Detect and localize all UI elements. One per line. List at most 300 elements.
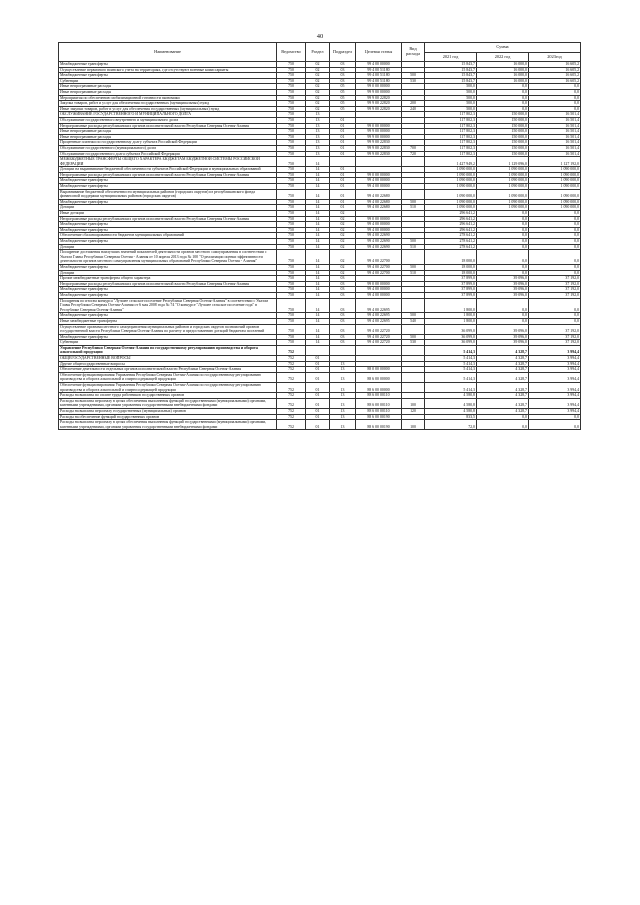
- row-name: Обслуживание государственного (муниципального) долга: [59, 145, 277, 151]
- row-2021: 500,0: [425, 89, 477, 95]
- row-target: 99 4 00 22690: [356, 239, 402, 245]
- row-dept: 750: [277, 264, 306, 270]
- row-section: 01: [306, 409, 330, 415]
- row-subsection: 03: [330, 324, 356, 334]
- row-target: 99 9 00 22830: [356, 145, 402, 151]
- row-name: Расходы на выплаты персоналу в целях обеспечения выполнения функций государственными (муниципальными) органами, казенными учреждениями, органами управления государственными внебюджетными фондами: [59, 420, 277, 430]
- row-exptype: 530: [402, 78, 425, 84]
- row-target: 88 6 00 00110: [356, 398, 402, 408]
- row-2021: 1 090 000,0: [425, 172, 477, 178]
- row-name: Непрограммные расходы республиканских органов исполнительной власти Республики Северная Осетия-Алания: [59, 123, 277, 129]
- table-row: [59, 250, 581, 265]
- budget-table: [58, 42, 581, 430]
- row-target: 99 4 00 22680: [356, 199, 402, 205]
- row-target: 99 0 00 00000: [356, 216, 402, 222]
- row-2021: 1 800,0: [425, 318, 477, 324]
- row-target: 88 6 00 00190: [356, 420, 402, 430]
- row-dept: 750: [277, 67, 306, 73]
- row-2021: 37 899,0: [425, 287, 477, 293]
- row-2021: 5 414,3: [425, 383, 477, 393]
- row-2021: 117 802,3: [425, 140, 477, 146]
- row-subsection: 02: [330, 211, 356, 217]
- row-dept: 750: [277, 178, 306, 184]
- row-subsection: [330, 157, 356, 167]
- row-2023: 37 192,0: [529, 281, 581, 287]
- row-subsection: 13: [330, 372, 356, 382]
- row-2023: 0,0: [529, 244, 581, 250]
- row-name: Субвенции: [59, 340, 277, 346]
- table-row: [59, 189, 581, 199]
- row-name: Обеспечение функционирования Управления Республики Северная Осетия-Алания по государственному регулированию производства и оборота алкогольной и спиртосодержащей продукции: [59, 383, 277, 393]
- row-subsection: 13: [330, 414, 356, 420]
- row-2021: 36 099,0: [425, 340, 477, 346]
- row-name: Межбюджетные трансферты: [59, 227, 277, 233]
- row-subsection: 03: [330, 313, 356, 319]
- row-exptype: 240: [402, 106, 425, 112]
- row-2023: 1 090 000,0: [529, 167, 581, 173]
- row-section: 14: [306, 239, 330, 245]
- row-target: 99 4 00 00000: [356, 287, 402, 293]
- row-subsection: 02: [330, 239, 356, 245]
- row-2021: 4 580,8: [425, 409, 477, 415]
- row-subsection: 05: [330, 106, 356, 112]
- row-target: 99 9 00 22830: [356, 140, 402, 146]
- row-2022: 4 328,7: [477, 345, 529, 355]
- row-2021: 117 802,3: [425, 112, 477, 118]
- row-2021: 4 580,8: [425, 398, 477, 408]
- row-exptype: [402, 345, 425, 355]
- row-target: 99 4 00 22720: [356, 324, 402, 334]
- row-2021: 117 802,3: [425, 129, 477, 135]
- row-section: 02: [306, 62, 330, 68]
- row-target: 99 4 00 22695: [356, 298, 402, 313]
- row-subsection: 01: [330, 140, 356, 146]
- row-2022: 4 328,7: [477, 409, 529, 415]
- row-2023: 3 994,4: [529, 383, 581, 393]
- row-2023: 3 994,4: [529, 409, 581, 415]
- row-2023: 3 994,4: [529, 398, 581, 408]
- row-2022: 1 090 000,0: [477, 178, 529, 184]
- row-2021: 500,0: [425, 106, 477, 112]
- row-2023: 1 090 000,0: [529, 205, 581, 211]
- row-dept: 750: [277, 340, 306, 346]
- row-2023: 0,0: [529, 298, 581, 313]
- header-exptype: Вид расхода: [402, 43, 425, 62]
- row-dept: 750: [277, 239, 306, 245]
- row-name: Расходы на выплаты персоналу в целях обеспечения выполнения функций государственными (муниципальными) органами, казенными учреждениями, органами управления государственными внебюджетными фондами: [59, 398, 277, 408]
- row-2022: 0,0: [477, 216, 529, 222]
- row-name: Непрограммные расходы республиканских органов исполнительной власти Республики Северная Осетия-Алания: [59, 281, 277, 287]
- row-2022: 0,0: [477, 244, 529, 250]
- row-2021: 1 090 000,0: [425, 199, 477, 205]
- row-name: ОБСЛУЖИВАНИЕ ГОСУДАРСТВЕННОГО И МУНИЦИПАЛЬНОГО ДОЛГА: [59, 112, 277, 118]
- row-2023: 3 994,4: [529, 372, 581, 382]
- row-dept: 750: [277, 233, 306, 239]
- row-name: Обеспечение сбалансированности бюджетов муниципальных образований: [59, 233, 277, 239]
- row-dept: 750: [277, 318, 306, 324]
- row-subsection: 02: [330, 264, 356, 270]
- row-name: Осуществление первичного воинского учета на территориях, где отсутствуют военные комиссариаты: [59, 67, 277, 73]
- row-subsection: [330, 345, 356, 355]
- row-subsection: 03: [330, 67, 356, 73]
- row-name: Иные дотации: [59, 211, 277, 217]
- row-2023: 0,0: [529, 222, 581, 228]
- row-section: 02: [306, 78, 330, 84]
- row-2023: 37 192,0: [529, 324, 581, 334]
- row-name: Межбюджетные трансферты: [59, 222, 277, 228]
- row-exptype: 700: [402, 145, 425, 151]
- row-dept: 750: [277, 172, 306, 178]
- row-exptype: 510: [402, 205, 425, 211]
- row-dept: 750: [277, 298, 306, 313]
- row-target: 99 4 00 22700: [356, 264, 402, 270]
- row-dept: 752: [277, 414, 306, 420]
- row-2022: 0,0: [477, 420, 529, 430]
- row-dept: 752: [277, 409, 306, 415]
- row-2021: 117 802,3: [425, 134, 477, 140]
- row-2023: 0,0: [529, 95, 581, 101]
- row-subsection: 03: [330, 318, 356, 324]
- row-exptype: 500: [402, 264, 425, 270]
- row-name: Межбюджетные трансферты: [59, 264, 277, 270]
- row-2023: 1 090 000,0: [529, 172, 581, 178]
- row-name: Межбюджетные трансферты: [59, 178, 277, 184]
- row-name: Выравнивание бюджетной обеспеченности муниципальных районов (городских округов) из республиканского фонда финансовой поддержки муниципальных районов (городских округов): [59, 189, 277, 199]
- row-dept: 752: [277, 345, 306, 355]
- row-2023: 0,0: [529, 216, 581, 222]
- row-dept: 750: [277, 211, 306, 217]
- header-target: Целевая статья: [356, 43, 402, 62]
- row-2022: 150 000,0: [477, 151, 529, 157]
- row-dept: 750: [277, 199, 306, 205]
- row-2023: 37 192,0: [529, 340, 581, 346]
- row-name: Дотации: [59, 244, 277, 250]
- row-subsection: 05: [330, 84, 356, 90]
- row-subsection: 13: [330, 398, 356, 408]
- row-dept: 750: [277, 89, 306, 95]
- row-name: Межбюджетные трансферты: [59, 73, 277, 79]
- row-section: 01: [306, 414, 330, 420]
- row-section: 14: [306, 334, 330, 340]
- row-name: Дотации: [59, 270, 277, 276]
- row-2023: 1 090 000,0: [529, 199, 581, 205]
- row-2022: 0,0: [477, 227, 529, 233]
- row-2022: 0,0: [477, 95, 529, 101]
- row-target: 99 4 00 22695: [356, 313, 402, 319]
- row-2021: 5 414,3: [425, 372, 477, 382]
- row-exptype: [402, 324, 425, 334]
- row-subsection: 03: [330, 292, 356, 298]
- row-2022: 1 090 000,0: [477, 189, 529, 199]
- row-2022: 1 090 000,0: [477, 167, 529, 173]
- row-dept: 750: [277, 95, 306, 101]
- row-section: 14: [306, 324, 330, 334]
- row-2023: 3 994,4: [529, 367, 581, 373]
- row-2023: 16 501,4: [529, 123, 581, 129]
- row-2021: 1 090 000,0: [425, 189, 477, 199]
- row-name: Межбюджетные трансферты: [59, 313, 277, 319]
- row-subsection: 03: [330, 281, 356, 287]
- row-exptype: [402, 298, 425, 313]
- row-name: МЕЖБЮДЖЕТНЫЕ ТРАНСФЕРТЫ ОБЩЕГО ХАРАКТЕРА БЮДЖЕТАМ БЮДЖЕТНОЙ СИСТЕМЫ РОССИЙСКОЙ ФЕДЕРАЦИИ: [59, 157, 277, 167]
- row-subsection: 01: [330, 151, 356, 157]
- row-2023: 16 605,2: [529, 73, 581, 79]
- row-dept: 750: [277, 62, 306, 68]
- row-subsection: 03: [330, 298, 356, 313]
- row-target: 88 0 00 00000: [356, 367, 402, 373]
- row-exptype: [402, 157, 425, 167]
- row-target: 99 4 00 22700: [356, 250, 402, 265]
- row-2021: 5 414,3: [425, 356, 477, 362]
- row-2021: 72,0: [425, 420, 477, 430]
- row-2021: 500,0: [425, 84, 477, 90]
- row-dept: 752: [277, 367, 306, 373]
- row-section: 13: [306, 140, 330, 146]
- row-2021: 37 899,0: [425, 292, 477, 298]
- row-target: 99 4 00 22680: [356, 205, 402, 211]
- row-section: 14: [306, 313, 330, 319]
- row-dept: 752: [277, 383, 306, 393]
- row-2022: 0,0: [477, 222, 529, 228]
- row-dept: 750: [277, 106, 306, 112]
- row-2022: 16 000,0: [477, 62, 529, 68]
- header-year-2023: 2023год: [529, 53, 581, 62]
- row-2021: 36 099,0: [425, 334, 477, 340]
- row-name: Непрограммные расходы республиканских органов исполнительной власти Республики Северная Осетия-Алания: [59, 216, 277, 222]
- row-section: 01: [306, 361, 330, 367]
- row-2021: 5 414,3: [425, 367, 477, 373]
- row-dept: 750: [277, 129, 306, 135]
- row-section: 14: [306, 222, 330, 228]
- row-section: 13: [306, 117, 330, 123]
- row-dept: 750: [277, 324, 306, 334]
- row-dept: 750: [277, 151, 306, 157]
- row-exptype: 510: [402, 244, 425, 250]
- row-2022: 0,0: [477, 298, 529, 313]
- row-2023: 1 090 000,0: [529, 189, 581, 199]
- row-target: 99 9 00 00000: [356, 129, 402, 135]
- row-2023: 3 994,4: [529, 356, 581, 362]
- row-2023: 37 192,0: [529, 292, 581, 298]
- row-exptype: 500: [402, 239, 425, 245]
- row-section: 14: [306, 172, 330, 178]
- row-2021: 18 000,0: [425, 270, 477, 276]
- row-dept: 752: [277, 420, 306, 430]
- row-section: 14: [306, 184, 330, 190]
- row-2022: 1 129 096,0: [477, 157, 529, 167]
- table-row: [59, 420, 581, 430]
- header-section: Раздел: [306, 43, 330, 62]
- row-exptype: 200: [402, 101, 425, 107]
- row-subsection: 02: [330, 244, 356, 250]
- page-number: 40: [316, 33, 324, 40]
- row-exptype: 100: [402, 398, 425, 408]
- row-dept: 752: [277, 372, 306, 382]
- row-name: Прочие межбюджетные трансферты общего характера: [59, 276, 277, 282]
- row-target: 99 4 00 00000: [356, 292, 402, 298]
- row-name: Осуществление органами местного самоуправления муниципальных районов и городских округов полномочий органов государственной власти Республики Северная Осетия-Алания по расчету и предоставлению дотаций бюджетам поселений: [59, 324, 277, 334]
- row-section: 02: [306, 106, 330, 112]
- row-subsection: 05: [330, 95, 356, 101]
- header-name: Наименование: [59, 43, 277, 62]
- row-2021: 15 843,7: [425, 78, 477, 84]
- row-subsection: 03: [330, 62, 356, 68]
- row-target: 99 4 00 22690: [356, 233, 402, 239]
- row-2021: 4 580,8: [425, 393, 477, 399]
- row-subsection: 02: [330, 227, 356, 233]
- row-dept: 750: [277, 313, 306, 319]
- row-target: 99 9 00 00000: [356, 89, 402, 95]
- row-2022: 150 000,0: [477, 117, 529, 123]
- row-2023: 0,0: [529, 211, 581, 217]
- row-target: 99 9 00 22830: [356, 151, 402, 157]
- row-target: 99 4 00 22720: [356, 334, 402, 340]
- row-section: 14: [306, 189, 330, 199]
- row-exptype: 540: [402, 318, 425, 324]
- table-row: [59, 345, 581, 355]
- row-section: 14: [306, 298, 330, 313]
- row-2023: 0,0: [529, 233, 581, 239]
- row-dept: 750: [277, 292, 306, 298]
- header-year-2021: 2021 год: [425, 53, 477, 62]
- row-exptype: 500: [402, 199, 425, 205]
- row-2021: 36 099,0: [425, 324, 477, 334]
- row-section: 01: [306, 398, 330, 408]
- row-section: 14: [306, 205, 330, 211]
- row-target: [356, 157, 402, 167]
- row-target: 99 9 00 22820: [356, 106, 402, 112]
- row-name: Дотации: [59, 205, 277, 211]
- row-2022: 0,0: [477, 84, 529, 90]
- row-subsection: 13: [330, 420, 356, 430]
- row-2022: 150 000,0: [477, 134, 529, 140]
- row-2022: 39 096,0: [477, 281, 529, 287]
- row-section: 14: [306, 281, 330, 287]
- row-dept: 750: [277, 145, 306, 151]
- row-2022: 4 328,7: [477, 361, 529, 367]
- row-2021: 15 843,7: [425, 73, 477, 79]
- row-name: Межбюджетные трансферты: [59, 287, 277, 293]
- row-name: Иные непрограммные расходы: [59, 134, 277, 140]
- row-name: Расходы на обеспечение функций государственных органов: [59, 414, 277, 420]
- row-dept: 750: [277, 281, 306, 287]
- row-dept: 750: [277, 101, 306, 107]
- row-dept: 752: [277, 356, 306, 362]
- row-2022: 4 328,7: [477, 372, 529, 382]
- row-exptype: [402, 372, 425, 382]
- row-2021: 1 800,0: [425, 298, 477, 313]
- row-target: 99 4 00 51180: [356, 73, 402, 79]
- row-target: 99 4 00 00000: [356, 178, 402, 184]
- row-dept: 752: [277, 393, 306, 399]
- row-2022: 16 000,0: [477, 73, 529, 79]
- row-section: 14: [306, 233, 330, 239]
- row-subsection: 03: [330, 287, 356, 293]
- row-subsection: 03: [330, 334, 356, 340]
- row-subsection: 13: [330, 367, 356, 373]
- row-name: Обслуживание государственного внутреннего и муниципального долга: [59, 117, 277, 123]
- row-target: 99 0 00 00000: [356, 172, 402, 178]
- row-target: [356, 345, 402, 355]
- row-2023: 0,0: [529, 101, 581, 107]
- row-target: 99 4 00 51180: [356, 67, 402, 73]
- row-2023: 0,0: [529, 84, 581, 90]
- row-section: 14: [306, 287, 330, 293]
- table-row: [59, 383, 581, 393]
- row-dept: 750: [277, 216, 306, 222]
- row-target: 88 6 00 00000: [356, 372, 402, 382]
- row-subsection: 01: [330, 117, 356, 123]
- row-2023: 16 501,4: [529, 112, 581, 118]
- row-2021: 1 090 000,0: [425, 205, 477, 211]
- row-exptype: 500: [402, 334, 425, 340]
- row-2021: 296 641,2: [425, 227, 477, 233]
- row-dept: 750: [277, 140, 306, 146]
- row-dept: 750: [277, 167, 306, 173]
- row-2022: 39 096,0: [477, 340, 529, 346]
- row-2021: 18 000,0: [425, 250, 477, 265]
- row-section: 13: [306, 112, 330, 118]
- row-dept: 750: [277, 250, 306, 265]
- row-section: 14: [306, 199, 330, 205]
- row-2022: 39 096,0: [477, 324, 529, 334]
- row-section: 14: [306, 318, 330, 324]
- row-subsection: 02: [330, 233, 356, 239]
- row-2023: 37 192,0: [529, 276, 581, 282]
- row-target: 99 4 00 00000: [356, 62, 402, 68]
- row-2022: 16 000,0: [477, 78, 529, 84]
- row-subsection: 02: [330, 250, 356, 265]
- row-section: 14: [306, 340, 330, 346]
- table-row: [59, 157, 581, 167]
- row-section: 14: [306, 167, 330, 173]
- row-exptype: 100: [402, 420, 425, 430]
- row-2022: 39 096,0: [477, 287, 529, 293]
- row-section: 14: [306, 270, 330, 276]
- row-target: 99 9 00 22820: [356, 101, 402, 107]
- row-name: Мероприятия по обеспечению мобилизационной готовности экономики: [59, 95, 277, 101]
- row-exptype: 720: [402, 151, 425, 157]
- row-section: 13: [306, 151, 330, 157]
- row-section: 02: [306, 95, 330, 101]
- row-dept: 750: [277, 184, 306, 190]
- row-2023: 3 994,4: [529, 345, 581, 355]
- row-section: 01: [306, 372, 330, 382]
- row-dept: 750: [277, 276, 306, 282]
- row-2023: 3 994,4: [529, 393, 581, 399]
- row-2023: 37 192,0: [529, 334, 581, 340]
- row-2022: 0,0: [477, 270, 529, 276]
- row-section: 13: [306, 145, 330, 151]
- row-dept: 750: [277, 222, 306, 228]
- row-target: 99 4 00 51180: [356, 78, 402, 84]
- row-2021: 1 090 000,0: [425, 167, 477, 173]
- row-section: 02: [306, 101, 330, 107]
- header-subsection: Подраздел: [330, 43, 356, 62]
- row-section: 02: [306, 67, 330, 73]
- row-target: 99 0 00 00000: [356, 123, 402, 129]
- row-2022: 0,0: [477, 211, 529, 217]
- row-exptype: 510: [402, 270, 425, 276]
- row-2021: 5 414,3: [425, 345, 477, 355]
- row-subsection: 05: [330, 101, 356, 107]
- row-2023: 0,0: [529, 89, 581, 95]
- row-dept: 752: [277, 361, 306, 367]
- row-subsection: 13: [330, 361, 356, 367]
- row-2023: 0,0: [529, 318, 581, 324]
- row-name: Обеспечение функционирования Управления Республики Северная Осетия-Алания по государственному регулированию производства и оборота алкогольной и спиртосодержащей продукции: [59, 372, 277, 382]
- row-section: 14: [306, 250, 330, 265]
